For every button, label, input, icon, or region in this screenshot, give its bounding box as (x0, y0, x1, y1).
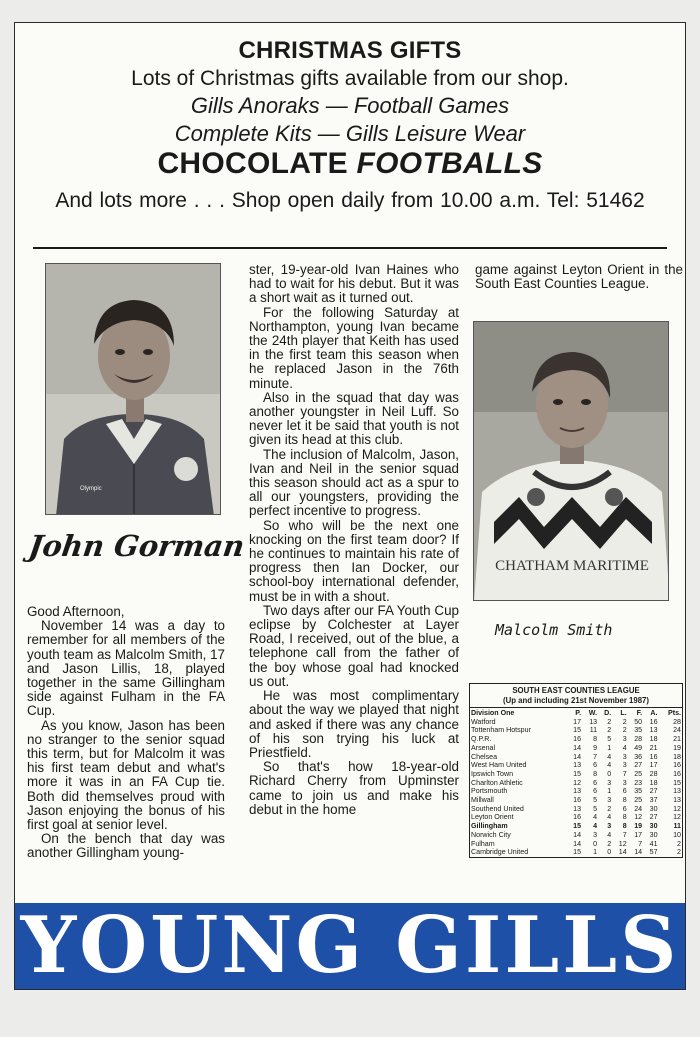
paragraph: Good Afternoon, (27, 604, 125, 619)
paragraph: As you know, Jason has been no stranger to the senior squad this term, but for Malcolm it was his first team debut and what's more it was in an FA Cup tie. Both did themselves proud with Jason enjoying the bonus of his first goal at senior level. (27, 717, 225, 833)
league-team: Leyton Orient (471, 813, 514, 822)
league-stat: 37 (649, 796, 658, 805)
league-stat: 30 (649, 822, 658, 831)
league-row (470, 813, 682, 822)
league-team: Southend United (471, 804, 524, 813)
league-stat: 6 (593, 787, 598, 796)
league-stat: 18 (649, 778, 658, 787)
league-row (470, 770, 682, 779)
league-row (470, 787, 682, 796)
advert-chocolate-b: FOOTBALLS (356, 147, 543, 180)
league-stat: 5 (593, 796, 598, 805)
league-stat: 13 (573, 787, 582, 796)
league-team: Division One (471, 709, 515, 717)
league-team: West Ham United (471, 761, 527, 770)
paragraph: So that's how 18-year-old Richard Cherry from Upminster came to join us and make his debut in the home (249, 759, 459, 817)
league-stat: L. (620, 709, 627, 717)
league-stat: 17 (634, 830, 643, 839)
league-team: Portsmouth (471, 787, 508, 796)
league-stat: 21 (673, 735, 681, 744)
league-stat: 30 (649, 804, 658, 813)
league-stat: 36 (634, 752, 643, 761)
league-stat: 7 (622, 830, 627, 839)
league-stat: 18 (673, 752, 681, 761)
league-team: Chelsea (471, 752, 498, 761)
league-stat: A. (650, 709, 658, 717)
christmas-advert (15, 37, 685, 213)
league-row (470, 744, 682, 753)
league-stat: 27 (649, 787, 658, 796)
league-team: Tottenham Hotspur (471, 726, 531, 735)
league-team: Gillingham (471, 822, 508, 831)
league-stat: 8 (622, 813, 627, 822)
league-row (470, 753, 682, 762)
league-stat: 27 (634, 761, 643, 770)
league-stat: 3 (622, 761, 627, 770)
league-row (470, 779, 682, 788)
paragraph: ster, 19-year-old Ivan Haines who had to wait for his debut. But it was a short wait as it turned out. (249, 262, 459, 306)
league-stat: 16 (673, 761, 681, 770)
league-team: Cambridge United (471, 848, 529, 857)
league-stat: 16 (649, 752, 658, 761)
league-stat: 17 (649, 761, 658, 770)
league-stat: 21 (649, 743, 658, 752)
league-team: Fulham (471, 839, 495, 848)
league-stat: 10 (673, 830, 681, 839)
league-stat: 15 (573, 769, 582, 778)
league-table-header (470, 684, 682, 708)
article-column-2 (249, 263, 459, 817)
league-stat: 27 (649, 813, 658, 822)
league-stat: 3 (593, 830, 598, 839)
league-stat: 8 (593, 735, 598, 744)
league-stat: 2 (622, 726, 627, 735)
league-table (469, 683, 683, 858)
league-stat: F. (636, 709, 643, 717)
league-stat: 12 (634, 813, 643, 822)
league-stat: 5 (607, 735, 612, 744)
league-stat: 1 (593, 848, 598, 857)
photo-caption: Malcolm Smith (495, 621, 613, 639)
league-stat: 2 (607, 839, 612, 848)
league-stat: 4 (593, 813, 598, 822)
league-row (470, 831, 682, 840)
league-row (470, 726, 682, 735)
article-column-3 (475, 263, 683, 291)
article-column-1 (27, 605, 225, 861)
league-stat: 15 (673, 778, 681, 787)
league-header-row (470, 709, 682, 718)
league-stat: 30 (649, 830, 658, 839)
league-row (470, 822, 682, 831)
divider (33, 247, 667, 249)
league-stat: 0 (607, 769, 612, 778)
league-stat: 12 (618, 839, 627, 848)
league-standings (470, 709, 682, 857)
league-stat: 2 (677, 839, 681, 848)
league-stat: 4 (607, 813, 612, 822)
signature: John Gorman (26, 529, 247, 563)
league-stat: 18 (649, 735, 658, 744)
league-stat: 12 (673, 804, 681, 813)
league-stat: 2 (677, 848, 681, 857)
league-stat: 35 (634, 787, 643, 796)
advert-products: Gills Anoraks — Football Games (190, 93, 510, 118)
league-stat: 50 (634, 717, 643, 726)
league-stat: 0 (607, 848, 612, 857)
advert-chocolate-a: CHOCOLATE (157, 147, 357, 180)
banner-title: YOUNG GILLS (20, 900, 680, 991)
league-stat: 2 (622, 717, 627, 726)
league-stat: 14 (573, 830, 582, 839)
league-stat: 23 (634, 778, 643, 787)
photo-john-gorman (45, 263, 221, 515)
league-stat: 19 (634, 822, 643, 831)
league-stat: 28 (649, 769, 658, 778)
young-gills-banner (15, 900, 685, 991)
league-stat: 0 (593, 839, 598, 848)
league-stat: 2 (607, 726, 612, 735)
league-row (470, 796, 682, 805)
league-stat: 14 (573, 839, 582, 848)
league-stat: 9 (593, 743, 598, 752)
league-stat: 4 (607, 752, 612, 761)
league-team: Millwall (471, 796, 494, 805)
league-stat: 1 (607, 787, 612, 796)
league-stat: 7 (593, 752, 598, 761)
league-stat: 6 (593, 778, 598, 787)
league-stat: 4 (607, 830, 612, 839)
league-stat: 4 (622, 743, 627, 752)
photo-malcolm-smith (473, 321, 669, 601)
league-stat: 13 (649, 726, 658, 735)
kit-sponsor-text: Olympic (80, 486, 102, 492)
league-stat: 17 (573, 717, 582, 726)
league-stat: 13 (673, 787, 681, 796)
paragraph: November 14 was a day to remember for all members of the youth team as Malcolm Smith, 17 and Jason Lillis, 18, played together in the same Gillingham side against Fulham in the FA Cup. (27, 618, 225, 719)
league-stat: 11 (589, 726, 598, 735)
league-row (470, 735, 682, 744)
league-stat: 2 (607, 804, 612, 813)
league-row (470, 761, 682, 770)
league-stat: 28 (673, 717, 681, 726)
league-stat: 15 (573, 726, 582, 735)
league-stat: 7 (638, 839, 643, 848)
league-stat: 14 (618, 848, 627, 857)
league-stat: 14 (634, 848, 643, 857)
advert-chocolate (15, 147, 685, 181)
league-stat: 1 (607, 743, 612, 752)
league-team: Ipswich Town (471, 769, 514, 778)
league-stat: 57 (649, 848, 658, 857)
paragraph: For the following Saturday at Northampton, young Ivan became the 24th player that Keith has used in the first team this season when he replaced Jason in the 76th minute. (249, 304, 459, 391)
league-stat: 16 (573, 796, 582, 805)
league-team: Watford (471, 717, 496, 726)
paragraph: game against Leyton Orient in the South East Counties League. (475, 262, 683, 292)
league-stat: 16 (673, 769, 681, 778)
league-row (470, 840, 682, 849)
league-stat: 16 (573, 813, 582, 822)
league-stat: 6 (622, 787, 627, 796)
league-stat: 3 (607, 796, 612, 805)
league-stat: 35 (634, 726, 643, 735)
league-stat: 15 (573, 822, 582, 831)
shirt-sponsor-text: CHATHAM MARITIME (495, 558, 649, 574)
league-stat: 24 (673, 726, 681, 735)
paragraph: Also in the squad that day was another youngster in Neil Luff. So never let it be said that youth is not given its head at this club. (249, 389, 459, 448)
league-stat: 24 (634, 804, 643, 813)
league-stat: 6 (622, 804, 627, 813)
league-stat: 8 (622, 822, 627, 831)
league-row (470, 848, 682, 857)
paragraph: The inclusion of Malcolm, Jason, Ivan and Neil in the senior squad this season should act as a spur to all our youngsters, providing the perfect incentive to progress. (249, 446, 459, 519)
league-stat: 13 (573, 804, 582, 813)
league-stat: 13 (673, 796, 681, 805)
league-stat: 11 (673, 822, 681, 831)
league-stat: 3 (607, 778, 612, 787)
league-team: Charlton Athletic (471, 778, 523, 787)
league-stat: 8 (593, 769, 598, 778)
league-stat: 28 (634, 735, 643, 744)
advert-line: Lots of Christmas gifts available from our shop. (131, 67, 569, 90)
league-stat: 13 (573, 761, 582, 770)
league-stat: Pts. (667, 709, 681, 717)
advert-shop-hours: And lots more . . . Shop open daily from 10.00 a.m. Tel: 51462 (55, 189, 645, 212)
league-team: Q.P.R. (471, 735, 492, 744)
league-stat: 12 (573, 778, 582, 787)
league-stat: 7 (622, 769, 627, 778)
league-stat: 19 (673, 743, 681, 752)
league-stat: 16 (573, 735, 582, 744)
league-stat: 16 (649, 717, 658, 726)
league-stat: 14 (573, 743, 582, 752)
league-stat: 12 (673, 813, 681, 822)
league-stat: 8 (622, 796, 627, 805)
paragraph: He was most complimentary about the way we played that night and asked if there was any chance of his son trying his luck at Priestfield. (249, 688, 459, 760)
league-stat: 5 (593, 804, 598, 813)
league-stat: W. (588, 709, 598, 717)
league-stat: 3 (607, 822, 612, 831)
paragraph: On the bench that day was another Gillingham young- (27, 831, 225, 861)
league-row (470, 718, 682, 727)
league-stat: D. (604, 709, 612, 717)
league-stat: 15 (573, 848, 582, 857)
league-stat: 3 (622, 752, 627, 761)
league-stat: 49 (634, 743, 643, 752)
league-stat: 25 (634, 796, 643, 805)
league-stat: 13 (589, 717, 598, 726)
league-stat: 3 (622, 735, 627, 744)
league-stat: 4 (607, 761, 612, 770)
league-team: Arsenal (471, 743, 496, 752)
league-stat: 6 (593, 761, 598, 770)
league-stat: 4 (593, 822, 598, 831)
advert-title: CHRISTMAS GIFTS (238, 37, 462, 64)
programme-page (14, 22, 686, 990)
league-stat: 14 (573, 752, 582, 761)
paragraph: So who will be the next one knocking on the first team door? If he continues to maintain his rate of progress then Ian Docker, our school-boy international defender, must be in with a shout. (249, 517, 459, 604)
league-stat: 2 (607, 717, 612, 726)
advert-products: Complete Kits — Gills Leisure Wear (174, 121, 526, 146)
league-stat: 41 (649, 839, 658, 848)
league-title: SOUTH EAST COUNTIES LEAGUE (512, 686, 640, 695)
league-stat: P. (575, 709, 582, 717)
paragraph: Two days after our FA Youth Cup eclipse by Colchester at Layer Road, I received, out of the blue, a telephone call from the father of the boy whose goal had knocked us out. (249, 602, 459, 689)
league-stat: 3 (622, 778, 627, 787)
league-team: Norwich City (471, 830, 511, 839)
league-stat: 25 (634, 769, 643, 778)
league-row (470, 805, 682, 814)
league-subtitle: (Up and including 21st November 1987) (502, 695, 649, 705)
